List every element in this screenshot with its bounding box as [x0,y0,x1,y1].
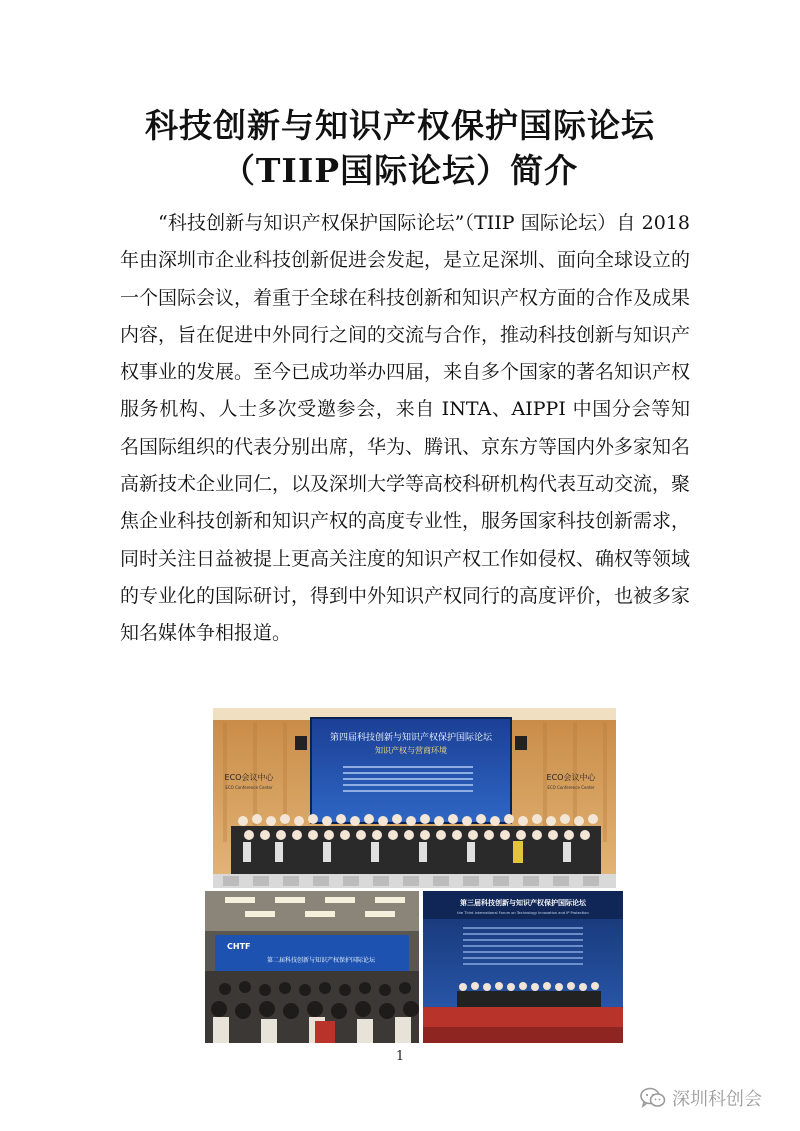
screen-title-line2: 知识产权与营商环境 [375,746,447,755]
stage-photo-third-forum [423,891,623,1043]
banner-subtitle: the Third International Forum on Technology Innovation and IP Protection [457,911,589,915]
wechat-account-watermark [640,1083,762,1113]
group-photo-fourth-forum [213,708,616,888]
banner-title: 第三届科技创新与知识产权保护国际论坛 [460,899,586,907]
page-number: 1 [395,1049,405,1064]
screen-logo: CHTF [227,942,251,951]
screen-title: 第二届科技创新与知识产权保护国际论坛 [267,957,376,964]
document-title-line1: 科技创新与知识产权保护国际论坛 [145,106,655,145]
side-logo-right-sub: ECO Conference Center [547,785,595,790]
side-logo-left: ECO会议中心 [224,773,274,782]
wechat-icon [640,1087,666,1109]
document-title-line2: （TIIP国际论坛）简介 [221,151,579,190]
side-logo-left-sub: ECO Conference Center [225,785,273,790]
audience-photo-second-forum [205,891,419,1043]
watermark-text: 深圳科创会 [672,1089,762,1110]
side-logo-right: ECO会议中心 [546,773,596,782]
intro-paragraph: “科技创新与知识产权保护国际论坛”（TIIP 国际论坛）自 2018 年由深圳市企业科技创新促进会发起，是立足深圳、面向全球设立的一个国际会议，着重于全球在科技创新和知识产权方面的合作及成果内容，旨在促进中外同行之间的交流与合作，推动科技创新与知识产权事业的发展。至今已成功举办四届，来自多个国家的著名知识产权服务机构、人士多次受邀参会，来自 INTA、AIPPI 中国分会等知名国际组织的代表分别出席，华为、腾讯、京东方等国内外多家知名高新技术企业同仁，以及深圳大学等高校科研机构代表互动交流，聚焦企业科技创新和知识产权的高度专业性，服务国家科技创新需求，同时关注日益被提上更高关注度的知识产权工作如侵权、确权等领域的专业化的国际研讨，得到中外知识产权同行的高度评价，也被多家知名媒体争相报道。 [120,212,691,645]
screen-title-line1: 第四届科技创新与知识产权保护国际论坛 [329,733,493,743]
